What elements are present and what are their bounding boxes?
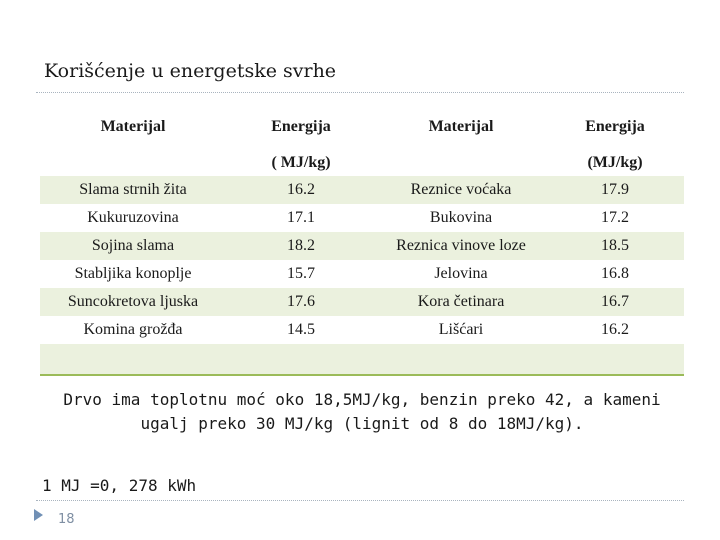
page-number: 18 — [58, 512, 75, 527]
cell-material-right: Reznice voćaka — [376, 176, 546, 204]
energy-table — [40, 112, 684, 376]
header-material-left: Materijal — [100, 118, 166, 135]
cell-energy-left: 16.2 — [226, 176, 376, 204]
slide-title: Korišćenje u energetske svrhe — [44, 60, 337, 82]
cell-material-right: Jelovina — [434, 265, 488, 282]
cell-energy-left: 15.7 — [287, 265, 315, 282]
bottom-divider — [36, 500, 684, 501]
cell-energy-right: 18.5 — [546, 232, 684, 260]
table-row — [40, 260, 684, 288]
cell-material-left: Sojina slama — [40, 232, 226, 260]
cell-material-left: Kukuruzovina — [87, 209, 179, 226]
cell-energy-right: 17.2 — [601, 209, 629, 226]
triangle-bullet-icon — [34, 509, 43, 521]
cell-material-right: Lišćari — [438, 321, 484, 338]
table-row — [40, 288, 684, 316]
cell-material-right: Bukovina — [429, 209, 493, 226]
table-row — [40, 232, 684, 260]
cell-energy-left: 17.6 — [226, 288, 376, 316]
table-empty-row — [40, 344, 684, 375]
table-header-row — [40, 112, 684, 146]
cell-energy-left: 14.5 — [287, 321, 315, 338]
table-row — [40, 316, 684, 344]
header-energy-left: Energija — [271, 118, 331, 135]
cell-energy-right: 16.8 — [601, 265, 629, 282]
conversion-note: 1 MJ =0, 278 kWh — [42, 476, 197, 495]
table-header-unit-row — [40, 146, 684, 176]
table-row — [40, 204, 684, 232]
header-energy-left-unit: ( MJ/kg) — [271, 154, 331, 171]
header-material-right: Materijal — [428, 118, 494, 135]
cell-energy-left: 17.1 — [287, 209, 315, 226]
cell-material-left: Stabljika konoplje — [74, 265, 192, 282]
cell-material-left: Suncokretova ljuska — [40, 288, 226, 316]
cell-energy-right: 16.2 — [601, 321, 629, 338]
cell-energy-left: 18.2 — [226, 232, 376, 260]
cell-material-right: Reznica vinove loze — [376, 232, 546, 260]
header-energy-right-unit: (MJ/kg) — [587, 154, 643, 171]
cell-energy-right: 17.9 — [546, 176, 684, 204]
energy-comparison-text: Drvo ima toplotnu moć oko 18,5MJ/kg, benzin preko 42, a kameni ugalj preko 30 MJ/kg (lignit od 8 do 18MJ/kg). — [63, 390, 661, 433]
cell-energy-right: 16.7 — [546, 288, 684, 316]
cell-material-left: Komina grožđa — [83, 321, 183, 338]
cell-material-left: Slama strnih žita — [40, 176, 226, 204]
cell-material-right: Kora četinara — [376, 288, 546, 316]
header-energy-right: Energija — [585, 118, 645, 135]
table-row — [40, 176, 684, 204]
top-divider — [36, 92, 684, 93]
